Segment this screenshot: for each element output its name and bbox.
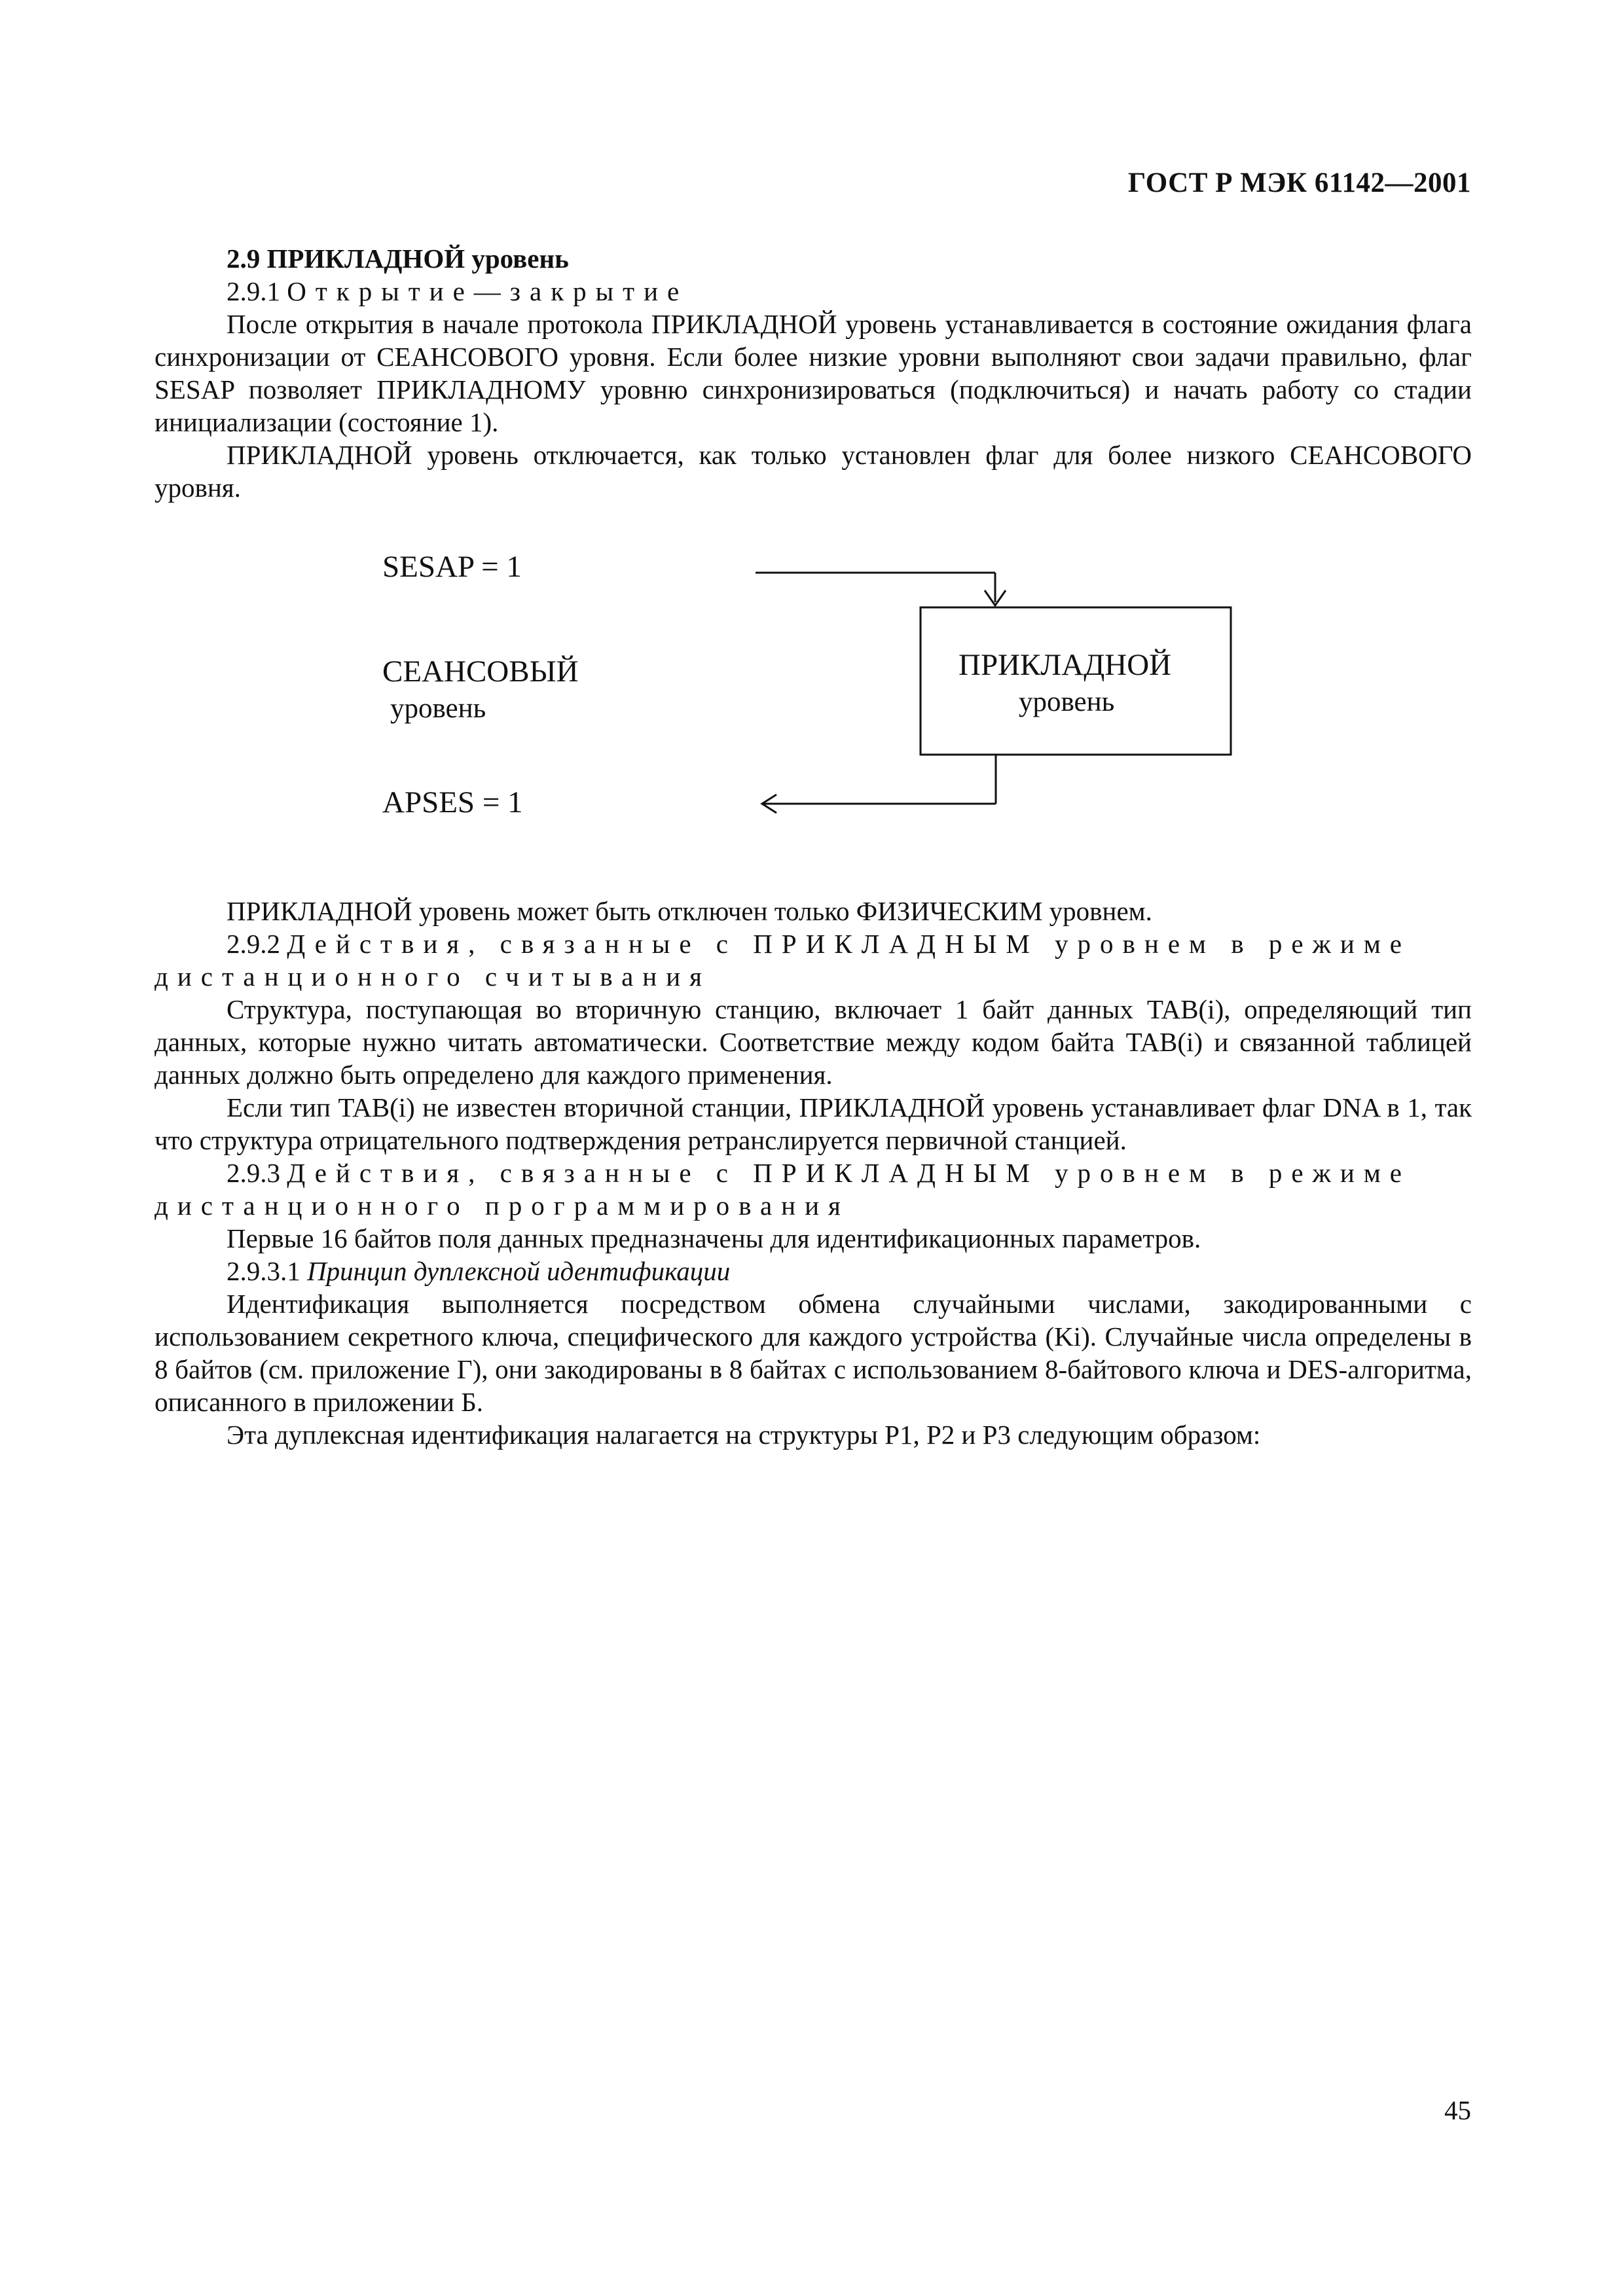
section-title: 2.9 ПРИКЛАДНОЙ уровень <box>227 243 569 274</box>
subsection-number: 2.9.3.1 <box>227 1256 301 1286</box>
subsection-number: 2.9.3 <box>227 1158 280 1188</box>
application-layer-label-line1: ПРИКЛАДНОЙ <box>958 648 1172 682</box>
document-header: ГОСТ Р МЭК 61142—2001 <box>1127 168 1471 198</box>
paragraph: Если тип TAB(i) не известен вторичной станции, ПРИКЛАДНОЙ уровень устанавливает флаг DNA в 1, так что структура отрицательного подтверждения ретранслируется первичной станцией. <box>155 1092 1472 1155</box>
sesap-label: SESAP = 1 <box>382 550 522 584</box>
application-layer-label-line2: уровень <box>1019 687 1115 717</box>
subsection-heading-2-9-2 <box>155 927 1472 993</box>
subsection-number: 2.9.1 <box>227 276 280 306</box>
session-layer-label-line2: уровень <box>390 693 486 724</box>
page-number: 45 <box>1444 2095 1471 2125</box>
page-content <box>155 242 1472 1451</box>
subsection-title: Принцип дуплексной идентификации <box>307 1256 731 1286</box>
session-layer-label-line1: СЕАНСОВЫЙ <box>382 655 579 689</box>
paragraph: ПРИКЛАДНОЙ уровень отключается, как только установлен флаг для более низкого СЕАНСОВОГО уровня. <box>155 440 1472 503</box>
paragraph: После открытия в начале протокола ПРИКЛАДНОЙ уровень устанавливается в состояние ожидания флага синхронизации от СЕАНСОВОГО уровня. Если более низкие уровни выполняют свои задачи правильно, флаг SESAP позволяет ПРИКЛАДНОМУ уровню синхронизироваться (подключиться) и начать работу со стадии инициализации (состояние 1). <box>155 309 1472 437</box>
paragraph: Структура, поступающая во вторичную станцию, включает 1 байт данных TAB(i), определяющий тип данных, которые нужно читать автоматически. Соответствие между кодом байта TAB(i) и связанной таблицей данных должно быть определено для каждого применения. <box>155 994 1472 1090</box>
paragraph: Идентификация выполняется посредством обмена случайными числами, закодированными с использованием секретного ключа, специфического для каждого устройства (Ki). Случайные числа определены в 8 байтов (см. приложение Г), они закодированы в 8 байтах с использованием 8-байтового ключа и DES-алгоритма, описанного в приложении Б. <box>155 1289 1472 1417</box>
subsection-title: Действия, связанные с ПРИКЛАДНЫМ уровнем в режиме дистанционного считывания <box>155 929 1411 992</box>
paragraph: Эта дуплексная идентификация налагается на структуры P1, P2 и P3 следующим образом: <box>227 1420 1261 1450</box>
subsection-number: 2.9.2 <box>227 929 280 959</box>
subsection-heading-2-9-1 <box>155 275 1472 308</box>
paragraph: Первые 16 байтов поля данных предназначены для идентификационных параметров. <box>227 1223 1201 1253</box>
apses-label: APSES = 1 <box>382 785 523 819</box>
diagram-graphics <box>155 504 1472 887</box>
layer-diagram <box>155 504 1472 887</box>
subsection-heading-2-9-3-1 <box>155 1255 1472 1287</box>
subsection-heading-2-9-3 <box>155 1157 1472 1222</box>
subsection-title: Действия, связанные с ПРИКЛАДНЫМ уровнем в режиме дистанционного программирования <box>155 1158 1411 1221</box>
subsection-title: Открытие—закрытие <box>287 276 689 306</box>
paragraph: ПРИКЛАДНОЙ уровень может быть отключен только ФИЗИЧЕСКИМ уровнем. <box>227 896 1152 926</box>
